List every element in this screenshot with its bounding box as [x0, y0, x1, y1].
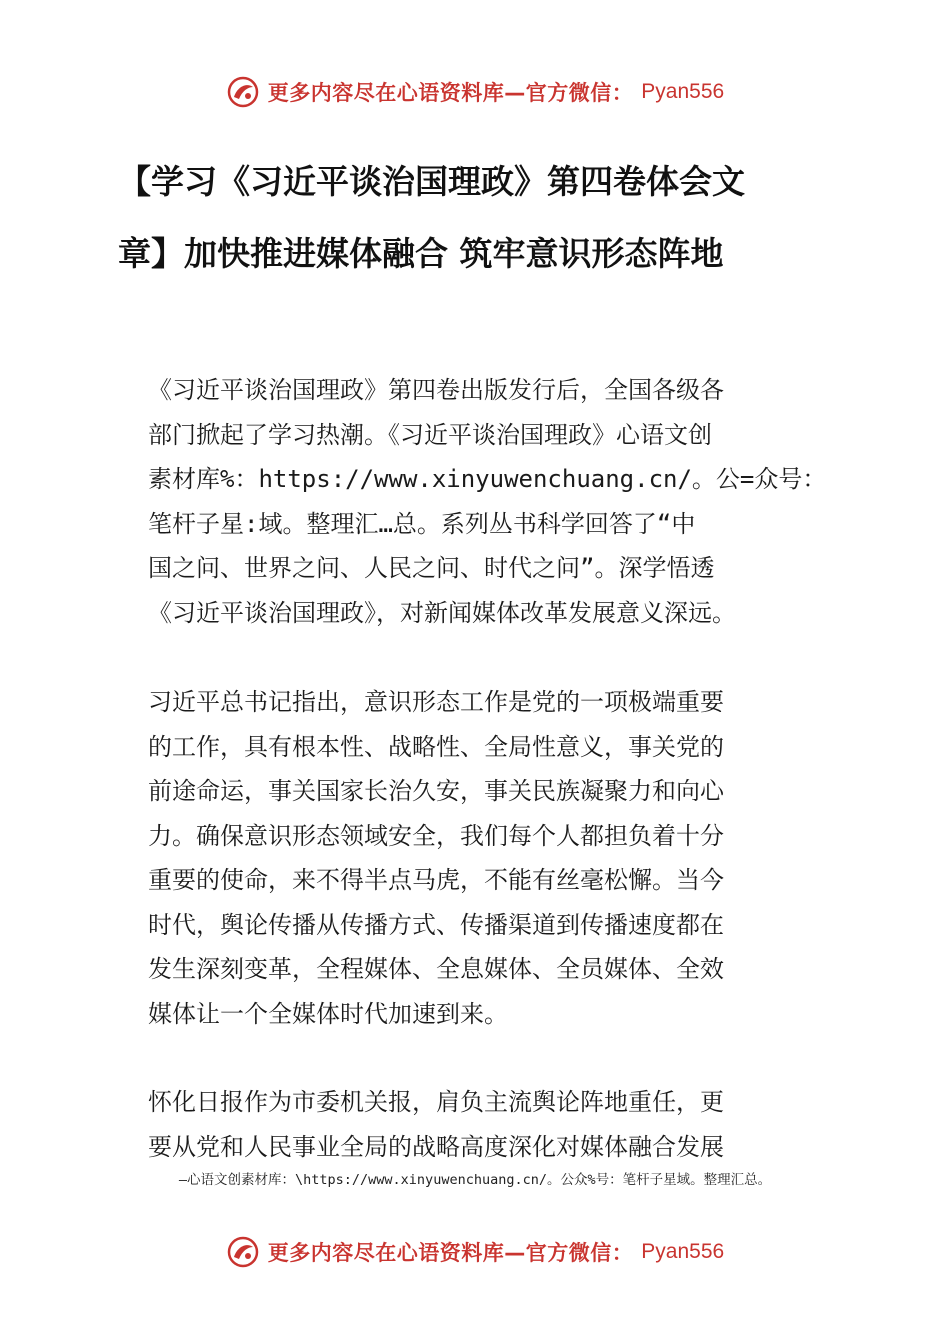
paragraph-3	[148, 1080, 838, 1169]
brush-seal-logo-icon	[226, 1235, 260, 1269]
footer-banner	[0, 1232, 950, 1272]
page-title	[118, 146, 838, 290]
paragraph-line: 发生深刻变革，全程媒体、全息媒体、全员媒体、全效	[148, 955, 724, 983]
paragraph-line: 《习近平谈治国理政》第四卷出版发行后，全国各级各	[148, 376, 724, 404]
paragraph-line: 国之问、世界之问、人民之问、时代之问”。深学悟透	[148, 554, 715, 582]
paragraph-line: 笔杆子星:域。整理汇…总。系列丛书科学回答了“中	[148, 509, 696, 538]
title-line-1: 【学习《习近平谈治国理政》第四卷体会文	[118, 162, 745, 201]
paragraph-line: 前途命运，事关国家长治久安，事关民族凝聚力和向心	[148, 777, 724, 805]
footer-wechat-id: Pyan556	[641, 1240, 725, 1263]
header-banner-text: 更多内容尽在心语资料库—官方微信：	[267, 81, 634, 105]
paragraph-line: 媒体让一个全媒体时代加速到来。	[148, 999, 508, 1028]
header-banner	[0, 72, 950, 112]
paragraph-line: 习近平总书记指出，意识形态工作是党的一项极端重要	[148, 688, 724, 716]
paragraph-2	[148, 680, 838, 1036]
paragraph-line: 要从党和人民事业全局的战略高度深化对媒体融合发展	[148, 1132, 724, 1161]
paragraph-line: 部门掀起了学习热潮。《习近平谈治国理政》心语文创	[148, 420, 712, 449]
paragraph-line: 时代，舆论传播从传播方式、传播渠道到传播速度都在	[148, 910, 724, 939]
brush-seal-logo-icon	[226, 75, 260, 109]
paragraph-line: 素材库%：https://www.xinyuwenchuang.cn/。公=众号：	[148, 465, 827, 493]
title-line-2: 章】加快推进媒体融合 筑牢意识形态阵地	[118, 234, 724, 273]
footer-banner-text: 更多内容尽在心语资料库—官方微信：	[267, 1241, 634, 1265]
paragraph-line: 《习近平谈治国理政》，对新闻媒体改革发展意义深远。	[148, 598, 736, 627]
paragraph-line: 力。确保意识形态领域安全，我们每个人都担负着十分	[148, 821, 724, 850]
paragraph-line: 的工作，具有根本性、战略性、全局性意义，事关党的	[148, 732, 724, 761]
paragraph-line: 怀化日报作为市委机关报，肩负主流舆论阵地重任，更	[148, 1088, 724, 1116]
header-wechat-id: Pyan556	[641, 80, 725, 103]
footer-note: —心语文创素材库：\https://www.xinyuwenchuang.cn/。公众%号：笔杆子星域。整理汇总。	[178, 1172, 772, 1188]
paragraph-line: 重要的使命，来不得半点马虎，不能有丝毫松懈。当今	[148, 866, 724, 894]
paragraph-1	[148, 368, 838, 635]
